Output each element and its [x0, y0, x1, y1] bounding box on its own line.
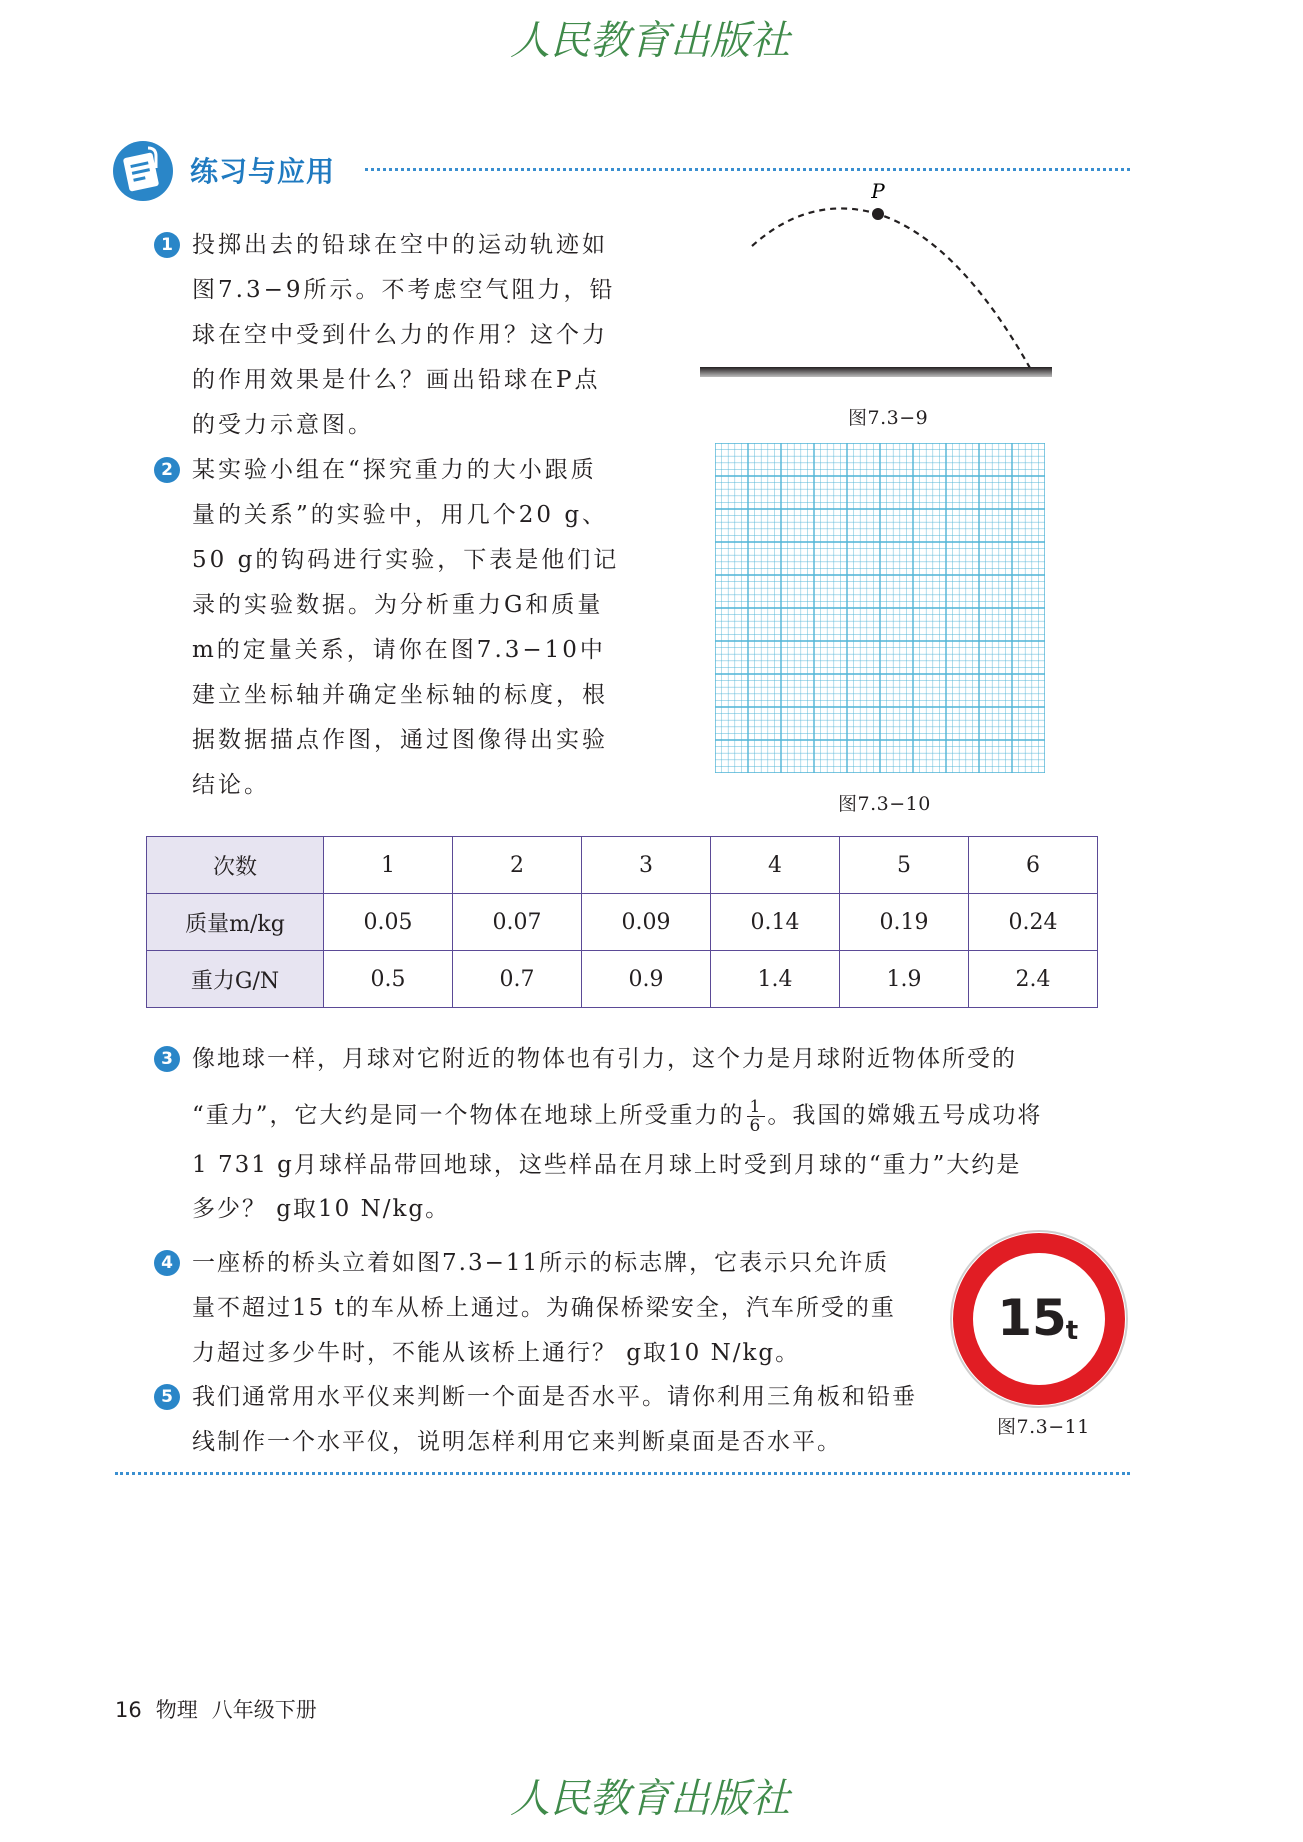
table-cell: 0.24 [969, 894, 1098, 951]
table-cell: 0.9 [582, 951, 711, 1008]
table-header-cell: 质量m/kg [147, 894, 324, 951]
table-cell: 0.09 [582, 894, 711, 951]
table-cell: 0.05 [324, 894, 453, 951]
point-p [872, 208, 884, 220]
sign-unit: t [1065, 1316, 1079, 1346]
page-footer [115, 1694, 331, 1724]
problem-number-4: 4 [154, 1250, 180, 1276]
table-row [147, 837, 1098, 894]
problem-2-line: m的定量关系，请你在图7.3−10中 [192, 637, 606, 663]
problem-2-line: 某实验小组在“探究重力的大小跟质 [192, 457, 597, 483]
problem-2-line: 50 g的钩码进行实验，下表是他们记 [192, 547, 620, 573]
publisher-logo [470, 1766, 830, 1830]
problem-2-line: 录的实验数据。为分析重力G和质量 [192, 592, 604, 618]
problem-4-line: 一座桥的桥头立着如图7.3−11所示的标志牌，它表示只允许质 [192, 1250, 890, 1276]
publisher-logo-text: 人民教育出版社 [510, 1776, 790, 1822]
trajectory-figure [700, 180, 1060, 380]
trajectory-curve [752, 208, 1030, 368]
problem-2-line: 建立坐标轴并确定坐标轴的标度，根 [192, 682, 608, 708]
table-cell: 1.9 [840, 951, 969, 1008]
point-p-label: P [871, 180, 885, 203]
problem-number-2: 2 [154, 457, 180, 483]
grid-paper [715, 443, 1045, 773]
problem-3-text: “重力”，它大约是同一个物体在地球上所受重力的 [192, 1102, 745, 1129]
table-cell: 1.4 [711, 951, 840, 1008]
problem-4-line: 量不超过15 t的车从桥上通过。为确保桥梁安全，汽车所受的重 [192, 1295, 896, 1321]
table-cell: 0.19 [840, 894, 969, 951]
problem-1-line: 图7.3−9所示。不考虑空气阻力，铅 [192, 277, 616, 303]
problem-3-line-with-fraction [192, 1098, 1042, 1135]
fraction-denominator: 6 [749, 1116, 763, 1136]
figure-caption-7-3-9: 图7.3−9 [848, 407, 929, 429]
problem-3-line: 像地球一样，月球对它附近的物体也有引力，这个力是月球附近物体所受的 [192, 1046, 1017, 1072]
problem-1-line: 投掷出去的铅球在空中的运动轨迹如 [192, 232, 608, 258]
table-row [147, 894, 1098, 951]
problem-1-line: 的作用效果是什么？画出铅球在P点 [192, 367, 601, 393]
sign-number: 15 [997, 1289, 1067, 1347]
problem-3-line: 1 731 g月球样品带回地球，这些样品在月球上时受到月球的“重力”大约是 [192, 1152, 1022, 1178]
table-cell: 0.14 [711, 894, 840, 951]
page-number: 16 [115, 1698, 142, 1722]
data-table [146, 836, 1098, 1008]
table-cell: 0.7 [453, 951, 582, 1008]
table-cell: 0.07 [453, 894, 582, 951]
section-title: 练习与应用 [190, 155, 336, 188]
table-cell: 1 [324, 837, 453, 894]
ground [700, 367, 1052, 377]
fraction-numerator: 1 [747, 1098, 766, 1117]
figure-caption-7-3-10: 图7.3−10 [838, 793, 931, 815]
problem-number-5: 5 [154, 1384, 180, 1410]
problem-number-1: 1 [154, 232, 180, 258]
table-cell: 2.4 [969, 951, 1098, 1008]
table-cell: 6 [969, 837, 1098, 894]
table-row [147, 951, 1098, 1008]
table-cell: 4 [711, 837, 840, 894]
problem-3-line: 多少？ g取10 N/kg。 [192, 1196, 451, 1222]
table-cell: 2 [453, 837, 582, 894]
problem-2-line: 量的关系”的实验中，用几个20 g、 [192, 502, 609, 528]
problem-3-text: 。我国的嫦娥五号成功将 [767, 1102, 1043, 1129]
problem-4-line: 力超过多少牛时，不能从该桥上通行？ g取10 N/kg。 [192, 1340, 801, 1366]
problem-5-line: 线制作一个水平仪，说明怎样利用它来判断桌面是否水平。 [192, 1429, 842, 1455]
table-header-cell: 重力G/N [147, 951, 324, 1008]
footer-grade: 八年级下册 [211, 1698, 317, 1722]
publisher-logo [470, 8, 830, 72]
section-divider-top [365, 168, 1130, 171]
table-cell: 5 [840, 837, 969, 894]
clipboard-icon [112, 140, 174, 202]
publisher-logo-text: 人民教育出版社 [510, 18, 790, 64]
footer-subject: 物理 [155, 1698, 198, 1722]
table-cell: 3 [582, 837, 711, 894]
section-divider-bottom [115, 1472, 1130, 1475]
problem-1-line: 的受力示意图。 [192, 412, 374, 438]
problem-2-line: 据数据描点作图，通过图像得出实验 [192, 727, 608, 753]
table-header-cell: 次数 [147, 837, 324, 894]
problem-number-3: 3 [154, 1046, 180, 1072]
problem-1-line: 球在空中受到什么力的作用？这个力 [192, 322, 608, 348]
problem-5-line: 我们通常用水平仪来判断一个面是否水平。请你利用三角板和铅垂 [192, 1384, 917, 1410]
weight-limit-sign [948, 1228, 1130, 1410]
problem-2-line: 结论。 [192, 772, 270, 798]
fraction-one-sixth [747, 1098, 766, 1135]
figure-caption-7-3-11: 图7.3−11 [997, 1416, 1090, 1438]
table-cell: 0.5 [324, 951, 453, 1008]
